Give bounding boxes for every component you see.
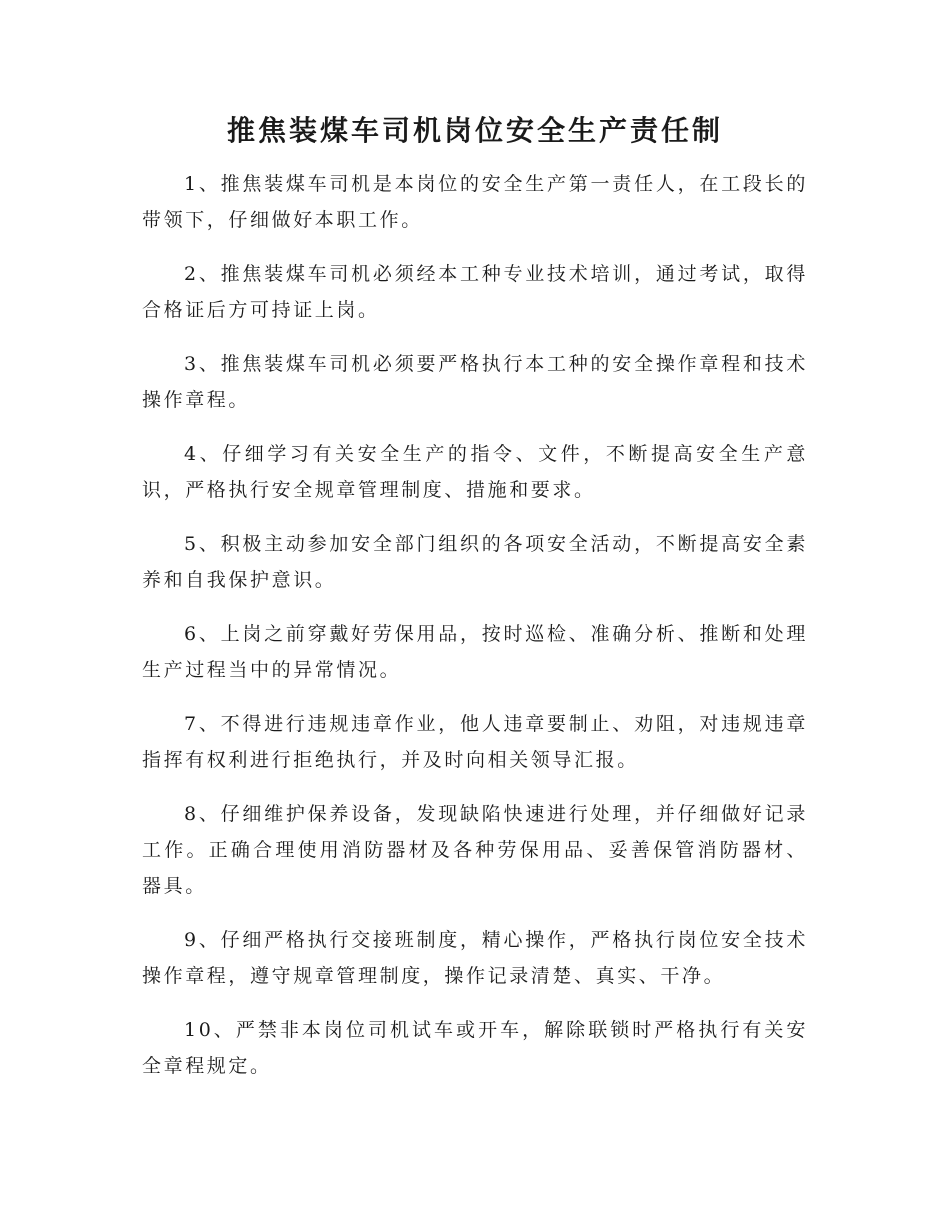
document-title: 推焦装煤车司机岗位安全生产责任制 (226, 114, 723, 147)
paragraph-7: 7、不得进行违规违章作业，他人违章要制止、劝阻，对违规违章指挥有权利进行拒绝执行，并及时向相关领导汇报。 (142, 713, 808, 771)
paragraph-5: 5、积极主动参加安全部门组织的各项安全活动，不断提高安全素养和自我保护意识。 (142, 533, 808, 591)
document-body (142, 166, 808, 1102)
paragraph-6: 6、上岗之前穿戴好劳保用品，按时巡检、准确分析、推断和处理生产过程当中的异常情况。 (142, 623, 808, 681)
paragraph-3: 3、推焦装煤车司机必须要严格执行本工种的安全操作章程和技术操作章程。 (142, 353, 808, 411)
paragraph-4: 4、仔细学习有关安全生产的指令、文件，不断提高安全生产意识，严格执行安全规章管理制度、措施和要求。 (142, 443, 808, 501)
paragraph-8: 8、仔细维护保养设备，发现缺陷快速进行处理，并仔细做好记录工作。正确合理使用消防器材及各种劳保用品、妥善保管消防器材、器具。 (142, 803, 808, 897)
paragraph-2: 2、推焦装煤车司机必须经本工种专业技术培训，通过考试，取得合格证后方可持证上岗。 (142, 263, 808, 321)
paragraph-10: 10、严禁非本岗位司机试车或开车，解除联锁时严格执行有关安全章程规定。 (142, 1019, 808, 1077)
paragraph-1: 1、推焦装煤车司机是本岗位的安全生产第一责任人，在工段长的带领下，仔细做好本职工作。 (142, 173, 808, 231)
paragraph-9: 9、仔细严格执行交接班制度，精心操作，严格执行岗位安全技术操作章程，遵守规章管理制度，操作记录清楚、真实、干净。 (142, 929, 808, 987)
